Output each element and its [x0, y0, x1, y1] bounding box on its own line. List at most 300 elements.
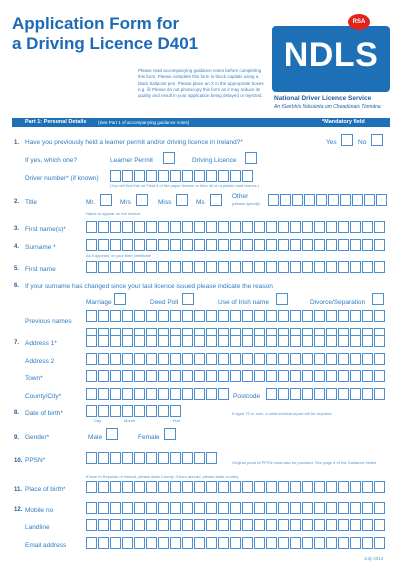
char-box[interactable]: [350, 221, 361, 233]
char-box[interactable]: [314, 537, 325, 549]
char-box[interactable]: [266, 221, 277, 233]
char-box[interactable]: [326, 519, 337, 531]
char-box[interactable]: [242, 261, 253, 273]
char-box[interactable]: [98, 452, 109, 464]
char-box[interactable]: [338, 370, 349, 382]
char-box[interactable]: [158, 502, 169, 514]
driving-licence-checkbox[interactable]: [245, 152, 257, 164]
char-box[interactable]: [206, 452, 217, 464]
char-box[interactable]: [206, 239, 217, 251]
char-box[interactable]: [326, 239, 337, 251]
char-box[interactable]: [338, 519, 349, 531]
char-box[interactable]: [266, 481, 277, 493]
char-box[interactable]: [158, 481, 169, 493]
char-box[interactable]: [194, 353, 205, 365]
char-box[interactable]: [242, 310, 253, 322]
char-box[interactable]: [278, 537, 289, 549]
char-box[interactable]: [218, 261, 229, 273]
char-box[interactable]: [134, 353, 145, 365]
char-box[interactable]: [158, 310, 169, 322]
char-box[interactable]: [170, 221, 181, 233]
char-box[interactable]: [362, 335, 373, 347]
char-box[interactable]: [158, 170, 169, 182]
char-box[interactable]: [146, 261, 157, 273]
char-box[interactable]: [98, 537, 109, 549]
char-box[interactable]: [182, 519, 193, 531]
char-box[interactable]: [122, 239, 133, 251]
char-box[interactable]: [86, 353, 97, 365]
char-box[interactable]: [278, 261, 289, 273]
char-box[interactable]: [290, 388, 301, 400]
char-box[interactable]: [146, 405, 157, 417]
char-box[interactable]: [86, 388, 97, 400]
char-box[interactable]: [182, 388, 193, 400]
char-box[interactable]: [362, 481, 373, 493]
char-box[interactable]: [316, 194, 327, 206]
char-box[interactable]: [302, 335, 313, 347]
char-box[interactable]: [194, 370, 205, 382]
char-box[interactable]: [350, 310, 361, 322]
char-box[interactable]: [134, 388, 145, 400]
char-box[interactable]: [374, 353, 385, 365]
divorce-checkbox[interactable]: [372, 293, 384, 305]
char-box[interactable]: [374, 370, 385, 382]
char-box[interactable]: [170, 452, 181, 464]
title-miss-checkbox[interactable]: [176, 194, 188, 206]
char-box[interactable]: [242, 335, 253, 347]
char-box[interactable]: [278, 353, 289, 365]
char-box[interactable]: [350, 388, 361, 400]
char-box[interactable]: [110, 452, 121, 464]
char-box[interactable]: [314, 221, 325, 233]
char-box[interactable]: [266, 261, 277, 273]
char-box[interactable]: [218, 170, 229, 182]
char-box[interactable]: [230, 261, 241, 273]
char-box[interactable]: [134, 370, 145, 382]
char-box[interactable]: [292, 194, 303, 206]
char-box[interactable]: [230, 353, 241, 365]
title-ms-checkbox[interactable]: [210, 194, 222, 206]
char-box[interactable]: [374, 481, 385, 493]
char-box[interactable]: [182, 239, 193, 251]
char-box[interactable]: [230, 310, 241, 322]
char-box[interactable]: [278, 221, 289, 233]
char-box[interactable]: [170, 310, 181, 322]
char-box[interactable]: [278, 481, 289, 493]
char-box[interactable]: [290, 519, 301, 531]
q1-yes-checkbox[interactable]: [341, 134, 353, 146]
char-box[interactable]: [194, 388, 205, 400]
char-box[interactable]: [86, 405, 97, 417]
male-checkbox[interactable]: [106, 428, 118, 440]
char-box[interactable]: [290, 502, 301, 514]
char-box[interactable]: [206, 502, 217, 514]
char-box[interactable]: [328, 194, 339, 206]
char-box[interactable]: [326, 370, 337, 382]
char-box[interactable]: [182, 261, 193, 273]
char-box[interactable]: [302, 388, 313, 400]
char-box[interactable]: [182, 335, 193, 347]
char-box[interactable]: [110, 310, 121, 322]
char-box[interactable]: [146, 221, 157, 233]
char-box[interactable]: [230, 370, 241, 382]
char-box[interactable]: [290, 239, 301, 251]
char-box[interactable]: [194, 221, 205, 233]
char-box[interactable]: [206, 170, 217, 182]
char-box[interactable]: [146, 370, 157, 382]
char-box[interactable]: [98, 502, 109, 514]
char-box[interactable]: [146, 502, 157, 514]
char-box[interactable]: [122, 353, 133, 365]
char-box[interactable]: [158, 261, 169, 273]
char-box[interactable]: [314, 310, 325, 322]
char-box[interactable]: [278, 519, 289, 531]
char-box[interactable]: [170, 537, 181, 549]
char-box[interactable]: [304, 194, 315, 206]
char-box[interactable]: [146, 335, 157, 347]
char-box[interactable]: [374, 537, 385, 549]
char-box[interactable]: [206, 481, 217, 493]
char-box[interactable]: [314, 261, 325, 273]
char-box[interactable]: [326, 537, 337, 549]
char-box[interactable]: [314, 335, 325, 347]
char-box[interactable]: [278, 239, 289, 251]
char-box[interactable]: [278, 335, 289, 347]
char-box[interactable]: [98, 310, 109, 322]
char-box[interactable]: [266, 502, 277, 514]
char-box[interactable]: [110, 481, 121, 493]
char-box[interactable]: [314, 353, 325, 365]
char-box[interactable]: [254, 519, 265, 531]
char-box[interactable]: [218, 519, 229, 531]
char-box[interactable]: [206, 353, 217, 365]
char-box[interactable]: [242, 519, 253, 531]
char-box[interactable]: [158, 335, 169, 347]
char-box[interactable]: [266, 519, 277, 531]
char-box[interactable]: [374, 388, 385, 400]
char-box[interactable]: [278, 502, 289, 514]
char-box[interactable]: [194, 537, 205, 549]
char-box[interactable]: [326, 335, 337, 347]
char-box[interactable]: [122, 335, 133, 347]
char-box[interactable]: [302, 261, 313, 273]
char-box[interactable]: [98, 335, 109, 347]
char-box[interactable]: [338, 537, 349, 549]
char-box[interactable]: [182, 481, 193, 493]
char-box[interactable]: [218, 221, 229, 233]
char-box[interactable]: [122, 261, 133, 273]
char-box[interactable]: [290, 370, 301, 382]
char-box[interactable]: [362, 221, 373, 233]
char-box[interactable]: [314, 502, 325, 514]
char-box[interactable]: [230, 481, 241, 493]
char-box[interactable]: [206, 221, 217, 233]
char-box[interactable]: [98, 221, 109, 233]
female-checkbox[interactable]: [164, 428, 176, 440]
char-box[interactable]: [326, 502, 337, 514]
char-box[interactable]: [182, 452, 193, 464]
char-box[interactable]: [122, 519, 133, 531]
char-box[interactable]: [374, 335, 385, 347]
char-box[interactable]: [182, 353, 193, 365]
char-box[interactable]: [230, 502, 241, 514]
char-box[interactable]: [254, 239, 265, 251]
title-mrs-checkbox[interactable]: [136, 194, 148, 206]
char-box[interactable]: [206, 335, 217, 347]
char-box[interactable]: [374, 221, 385, 233]
char-box[interactable]: [350, 335, 361, 347]
deed-poll-checkbox[interactable]: [182, 293, 194, 305]
char-box[interactable]: [338, 481, 349, 493]
char-box[interactable]: [86, 221, 97, 233]
char-box[interactable]: [170, 388, 181, 400]
char-box[interactable]: [218, 388, 229, 400]
char-box[interactable]: [266, 335, 277, 347]
char-box[interactable]: [266, 239, 277, 251]
char-box[interactable]: [98, 370, 109, 382]
char-box[interactable]: [266, 388, 277, 400]
char-box[interactable]: [146, 388, 157, 400]
char-box[interactable]: [266, 310, 277, 322]
char-box[interactable]: [110, 370, 121, 382]
char-box[interactable]: [254, 353, 265, 365]
char-box[interactable]: [254, 261, 265, 273]
char-box[interactable]: [146, 353, 157, 365]
char-box[interactable]: [326, 353, 337, 365]
char-box[interactable]: [218, 481, 229, 493]
char-box[interactable]: [158, 519, 169, 531]
char-box[interactable]: [230, 537, 241, 549]
char-box[interactable]: [254, 537, 265, 549]
char-box[interactable]: [98, 261, 109, 273]
char-box[interactable]: [230, 519, 241, 531]
char-box[interactable]: [122, 388, 133, 400]
char-box[interactable]: [110, 170, 121, 182]
char-box[interactable]: [218, 502, 229, 514]
char-box[interactable]: [352, 194, 363, 206]
char-box[interactable]: [254, 502, 265, 514]
char-box[interactable]: [374, 519, 385, 531]
char-box[interactable]: [302, 221, 313, 233]
char-box[interactable]: [362, 370, 373, 382]
char-box[interactable]: [170, 170, 181, 182]
char-box[interactable]: [230, 335, 241, 347]
char-box[interactable]: [302, 519, 313, 531]
char-box[interactable]: [218, 310, 229, 322]
char-box[interactable]: [350, 537, 361, 549]
char-box[interactable]: [98, 481, 109, 493]
char-box[interactable]: [170, 239, 181, 251]
char-box[interactable]: [194, 519, 205, 531]
char-box[interactable]: [290, 261, 301, 273]
char-box[interactable]: [218, 537, 229, 549]
char-box[interactable]: [278, 310, 289, 322]
char-box[interactable]: [170, 481, 181, 493]
char-box[interactable]: [230, 170, 241, 182]
char-box[interactable]: [134, 170, 145, 182]
char-box[interactable]: [170, 353, 181, 365]
char-box[interactable]: [194, 170, 205, 182]
char-box[interactable]: [134, 519, 145, 531]
char-box[interactable]: [206, 370, 217, 382]
char-box[interactable]: [134, 261, 145, 273]
char-box[interactable]: [206, 310, 217, 322]
char-box[interactable]: [350, 353, 361, 365]
char-box[interactable]: [110, 405, 121, 417]
char-box[interactable]: [110, 261, 121, 273]
char-box[interactable]: [254, 221, 265, 233]
char-box[interactable]: [146, 537, 157, 549]
char-box[interactable]: [206, 388, 217, 400]
char-box[interactable]: [350, 481, 361, 493]
char-box[interactable]: [218, 239, 229, 251]
char-box[interactable]: [146, 452, 157, 464]
char-box[interactable]: [242, 221, 253, 233]
char-box[interactable]: [290, 221, 301, 233]
char-box[interactable]: [98, 519, 109, 531]
char-box[interactable]: [376, 194, 387, 206]
char-box[interactable]: [242, 239, 253, 251]
char-box[interactable]: [134, 481, 145, 493]
char-box[interactable]: [254, 310, 265, 322]
char-box[interactable]: [338, 388, 349, 400]
char-box[interactable]: [170, 261, 181, 273]
char-box[interactable]: [170, 370, 181, 382]
char-box[interactable]: [338, 502, 349, 514]
char-box[interactable]: [326, 261, 337, 273]
char-box[interactable]: [158, 239, 169, 251]
char-box[interactable]: [194, 452, 205, 464]
char-box[interactable]: [122, 405, 133, 417]
char-box[interactable]: [98, 353, 109, 365]
char-box[interactable]: [134, 502, 145, 514]
char-box[interactable]: [302, 353, 313, 365]
char-box[interactable]: [362, 502, 373, 514]
char-box[interactable]: [158, 221, 169, 233]
char-box[interactable]: [362, 519, 373, 531]
char-box[interactable]: [194, 239, 205, 251]
char-box[interactable]: [194, 261, 205, 273]
char-box[interactable]: [340, 194, 351, 206]
char-box[interactable]: [182, 537, 193, 549]
char-box[interactable]: [302, 310, 313, 322]
char-box[interactable]: [364, 194, 375, 206]
char-box[interactable]: [134, 221, 145, 233]
char-box[interactable]: [362, 353, 373, 365]
char-box[interactable]: [302, 481, 313, 493]
char-box[interactable]: [268, 194, 279, 206]
char-box[interactable]: [242, 502, 253, 514]
char-box[interactable]: [350, 370, 361, 382]
char-box[interactable]: [314, 519, 325, 531]
char-box[interactable]: [290, 537, 301, 549]
char-box[interactable]: [158, 388, 169, 400]
char-box[interactable]: [86, 335, 97, 347]
char-box[interactable]: [242, 537, 253, 549]
q1-no-checkbox[interactable]: [371, 134, 383, 146]
char-box[interactable]: [362, 310, 373, 322]
char-box[interactable]: [280, 194, 291, 206]
char-box[interactable]: [86, 502, 97, 514]
char-box[interactable]: [146, 519, 157, 531]
char-box[interactable]: [110, 519, 121, 531]
char-box[interactable]: [146, 239, 157, 251]
char-box[interactable]: [350, 519, 361, 531]
char-box[interactable]: [218, 370, 229, 382]
char-box[interactable]: [122, 452, 133, 464]
char-box[interactable]: [110, 388, 121, 400]
char-box[interactable]: [338, 261, 349, 273]
char-box[interactable]: [110, 502, 121, 514]
char-box[interactable]: [158, 353, 169, 365]
char-box[interactable]: [314, 239, 325, 251]
char-box[interactable]: [110, 221, 121, 233]
char-box[interactable]: [194, 310, 205, 322]
char-box[interactable]: [362, 537, 373, 549]
char-box[interactable]: [314, 388, 325, 400]
char-box[interactable]: [110, 335, 121, 347]
char-box[interactable]: [338, 310, 349, 322]
char-box[interactable]: [362, 388, 373, 400]
char-box[interactable]: [146, 481, 157, 493]
char-box[interactable]: [350, 502, 361, 514]
char-box[interactable]: [374, 261, 385, 273]
char-box[interactable]: [122, 537, 133, 549]
char-box[interactable]: [134, 452, 145, 464]
char-box[interactable]: [302, 502, 313, 514]
char-box[interactable]: [374, 239, 385, 251]
char-box[interactable]: [326, 221, 337, 233]
char-box[interactable]: [134, 310, 145, 322]
char-box[interactable]: [350, 239, 361, 251]
char-box[interactable]: [170, 335, 181, 347]
char-box[interactable]: [122, 170, 133, 182]
char-box[interactable]: [326, 388, 337, 400]
learner-permit-checkbox[interactable]: [163, 152, 175, 164]
char-box[interactable]: [122, 502, 133, 514]
char-box[interactable]: [374, 502, 385, 514]
char-box[interactable]: [86, 310, 97, 322]
char-box[interactable]: [242, 170, 253, 182]
char-box[interactable]: [182, 221, 193, 233]
char-box[interactable]: [206, 537, 217, 549]
char-box[interactable]: [194, 502, 205, 514]
char-box[interactable]: [110, 353, 121, 365]
char-box[interactable]: [242, 481, 253, 493]
char-box[interactable]: [110, 537, 121, 549]
char-box[interactable]: [242, 353, 253, 365]
char-box[interactable]: [122, 481, 133, 493]
char-box[interactable]: [134, 537, 145, 549]
char-box[interactable]: [134, 239, 145, 251]
char-box[interactable]: [230, 239, 241, 251]
char-box[interactable]: [242, 370, 253, 382]
char-box[interactable]: [158, 405, 169, 417]
char-box[interactable]: [182, 170, 193, 182]
char-box[interactable]: [290, 481, 301, 493]
char-box[interactable]: [122, 310, 133, 322]
char-box[interactable]: [98, 239, 109, 251]
char-box[interactable]: [266, 370, 277, 382]
char-box[interactable]: [362, 261, 373, 273]
char-box[interactable]: [362, 239, 373, 251]
char-box[interactable]: [326, 481, 337, 493]
char-box[interactable]: [278, 388, 289, 400]
char-box[interactable]: [278, 370, 289, 382]
char-box[interactable]: [122, 221, 133, 233]
char-box[interactable]: [266, 353, 277, 365]
char-box[interactable]: [206, 261, 217, 273]
